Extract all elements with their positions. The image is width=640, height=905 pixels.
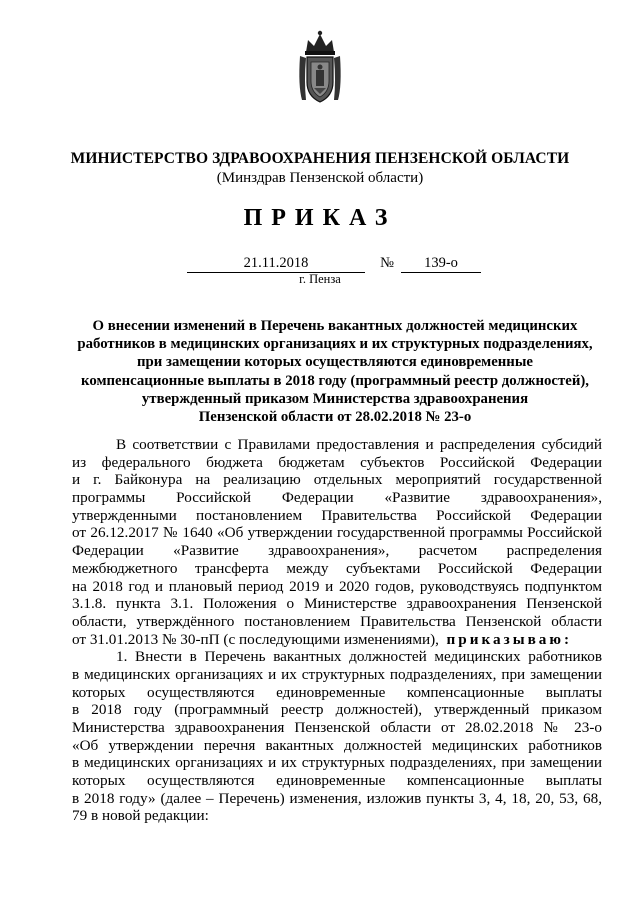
number-sign: № xyxy=(380,255,394,271)
document-type-heading: ПРИКАЗ xyxy=(243,205,397,231)
title-line: Пензенской области от 28.02.2018 № 23-о xyxy=(198,409,472,426)
paragraph-line: 79 в новой редакции: xyxy=(72,807,209,825)
order-date: 21.11.2018 xyxy=(187,254,365,273)
paragraph-line: от 26.12.2017 № 1640 «Об утверждении государственной программы Российской xyxy=(72,524,602,542)
paragraph-line: и г. Байконура на реализацию отдельных мероприятий государственной xyxy=(72,471,602,489)
paragraph-line: межбюджетного трансферта между субъектами Российской Федерации xyxy=(72,559,602,577)
order-number: 139-о xyxy=(401,254,481,273)
paragraph-line: на 2018 год и плановый период 2019 и 2020 годов, руководствуясь подпунктом xyxy=(72,577,602,595)
paragraph-line: 3.1.8. пункта 3.1. Положения о Министерстве здравоохранения Пензенской xyxy=(72,595,602,613)
city-name: г. Пенза xyxy=(299,272,341,286)
paragraph-line-with-order xyxy=(72,631,602,649)
paragraph-line: в 2018 году (программный реестр должностей), утвержденный приказом xyxy=(72,701,602,719)
paragraph-line: которых осуществляются единовременные компенсационные выплаты xyxy=(72,772,602,790)
order-word: приказываю xyxy=(446,630,564,648)
paragraph-line: области, утверждённого постановлением Правительства Пензенской области xyxy=(72,612,602,630)
ministry-name: МИНИСТЕРСТВО ЗДРАВООХРАНЕНИЯ ПЕНЗЕНСКОЙ ОБЛАСТИ xyxy=(70,150,570,167)
title-line: О внесении изменений в Перечень вакантных должностей медицинских xyxy=(92,318,578,334)
paragraph-line: «Об утверждении перечня вакантных должностей медицинских работников xyxy=(72,736,602,754)
paragraph-line: в 2018 году» (далее – Перечень) изменения, изложив пункты 3, 4, 18, 20, 53, 68, xyxy=(72,789,602,807)
paragraph-line: Федерации «Развитие здравоохранения», расчетом распределения xyxy=(72,542,602,560)
document-body xyxy=(72,436,602,825)
coat-of-arms-emblem xyxy=(294,26,346,106)
paragraph-line: в медицинских организациях и их структурных подразделениях, при замещении xyxy=(72,665,602,683)
paragraph-line: Министерства здравоохранения Пензенской области от 28.02.2018 № 23-о xyxy=(72,719,602,736)
paragraph-line: в медицинских организациях и их структурных подразделениях, при замещении xyxy=(72,754,602,772)
title-line: при замещении которых осуществляются единовременные xyxy=(137,354,533,371)
paragraph-line: программы Российской Федерации «Развитие здравоохранения», xyxy=(72,489,602,507)
paragraph-line-text: от 31.01.2013 № 30-пП (с последующими изменениями), xyxy=(72,630,439,648)
paragraph-line: из федерального бюджета бюджетам субъектов Российской Федерации xyxy=(72,453,602,471)
title-line: утвержденный приказом Министерства здравоохранения xyxy=(141,390,529,407)
paragraph-line: В соответствии с Правилами предоставления и распределения субсидий xyxy=(116,436,602,453)
order-colon: : xyxy=(563,630,570,648)
title-line: компенсационные выплаты в 2018 году (программный реестр должностей), xyxy=(81,372,589,389)
paragraph-line: утвержденными постановлением Правительства Российской Федерации xyxy=(72,506,602,524)
title-line: работников в медицинских организациях и их структурных подразделениях, xyxy=(77,336,593,353)
ministry-short-name: (Минздрав Пензенской области) xyxy=(216,170,424,186)
document-title xyxy=(60,317,610,426)
paragraph-line: которых осуществляются единовременные компенсационные выплаты xyxy=(72,683,602,701)
paragraph-line: 1. Внести в Перечень вакантных должностей медицинских работников xyxy=(116,648,602,666)
